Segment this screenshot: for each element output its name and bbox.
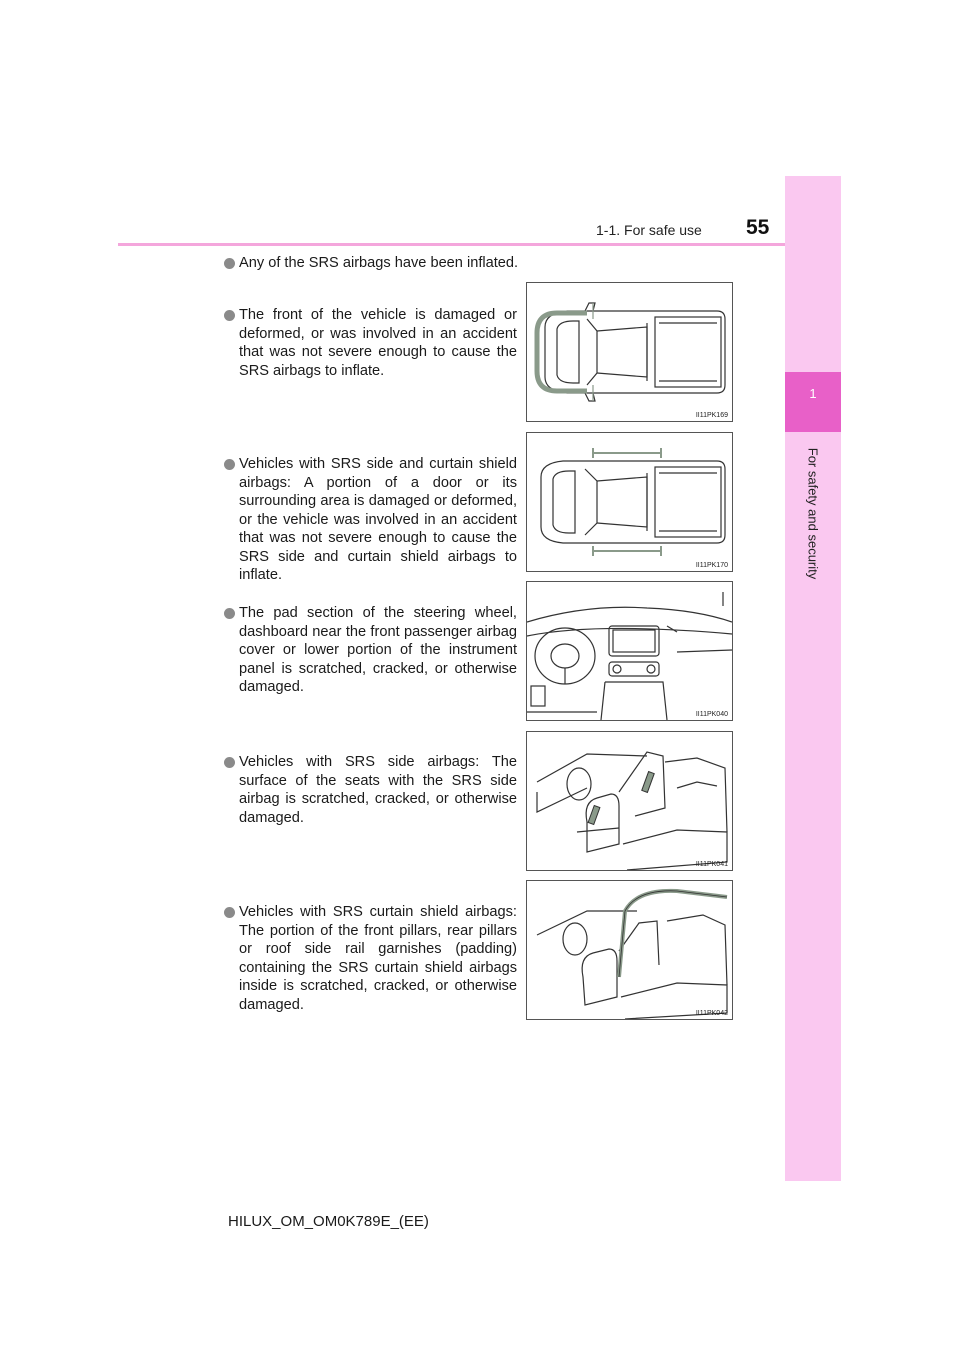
page-number: 55 [746,216,770,239]
figure-curtain-airbags [526,880,733,1020]
chapter-number: 1 [809,386,817,401]
truck-top-view-illustration [527,433,732,571]
list-item-text: The front of the vehicle is damaged or deformed, or was involved in an accident that was not severe enough to cause the SRS airbags to inflate. [239,307,517,379]
figure-truck-front-damage [526,282,733,422]
dashboard-illustration [527,582,732,720]
manual-code-footer: HILUX_OM_OM0K789E_(EE) [228,1213,429,1230]
figure-code: II11PK040 [695,711,728,718]
list-item [224,903,517,1014]
list-item-text: Vehicles with SRS side and curtain shield airbags: A portion of a door or its surrounding area is damaged or deformed, or the vehicle was involved in an accident that was not severe enough to cause the SRS side and curtain shield airbags to inflate. [239,456,517,583]
figure-code: II11PK042 [695,1010,728,1017]
list-item [224,455,517,585]
curtain-airbag-illustration [527,881,732,1019]
bullet-icon [224,459,235,470]
chapter-title: For safety and security [805,447,821,580]
bullet-icon [224,258,235,269]
list-item [224,604,517,697]
figure-seats [526,731,733,871]
figure-code: II11PK169 [695,412,728,419]
bullet-icon [224,907,235,918]
figure-truck-door-damage [526,432,733,572]
figure-code: II11PK170 [695,562,728,569]
chapter-side-tab [785,176,841,1181]
section-title: 1-1. For safe use [596,222,702,238]
figure-code: II11PK041 [695,861,728,868]
header-divider [118,243,785,246]
list-item-text: Vehicles with SRS curtain shield airbags: The portion of the front pillars, rear pillars or roof side rail garnishes (padding) containing the SRS curtain shield airbags inside is scratched, cracked, or otherwise damaged. [239,904,517,1013]
list-item [224,306,517,380]
truck-top-view-illustration [527,283,732,421]
list-item-text: Any of the SRS airbags have been inflated. [239,255,519,271]
list-item-text: The pad section of the steering wheel, dashboard near the front passenger airbag cover or lower portion of the instrument panel is scratched, cracked, or otherwise damaged. [239,605,517,695]
bullet-icon [224,757,235,768]
bullet-icon [224,310,235,321]
list-item [224,753,517,827]
figure-dashboard [526,581,733,721]
seat-side-airbag-illustration [527,732,732,870]
bullet-icon [224,608,235,619]
list-item [224,254,544,273]
list-item-text: Vehicles with SRS side airbags: The surface of the seats with the SRS side airbag is scratched, cracked, or otherwise damaged. [239,754,517,826]
